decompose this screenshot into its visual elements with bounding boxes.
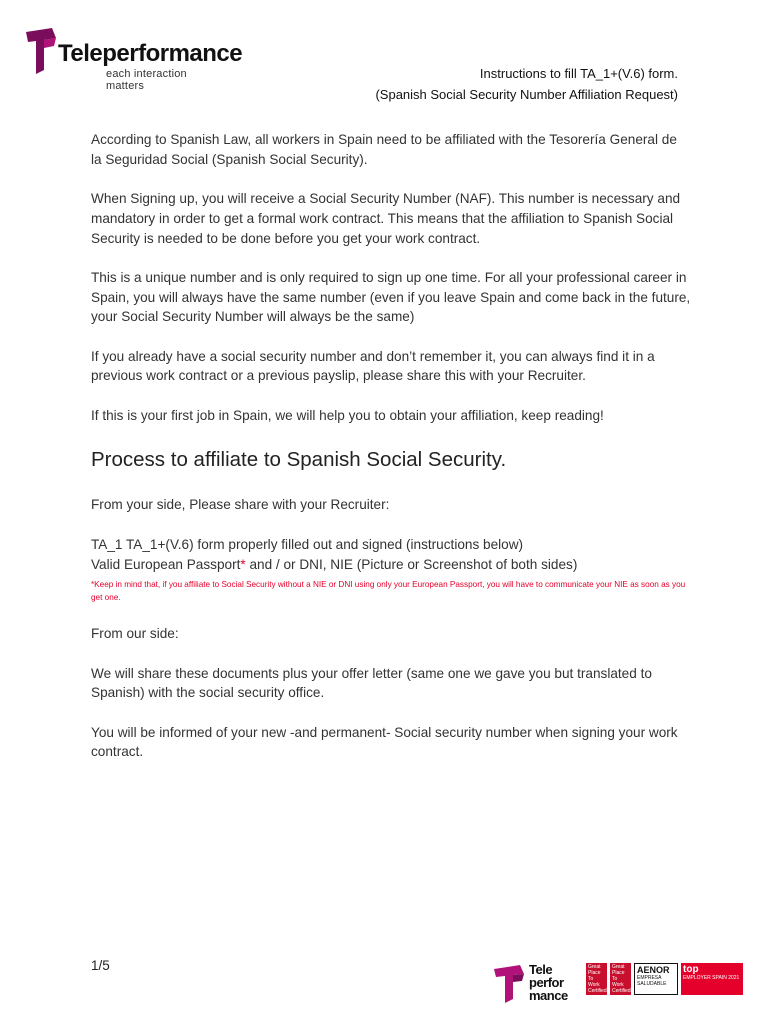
section-heading: Process to affiliate to Spanish Social Security.: [91, 448, 507, 472]
asterisk: *: [240, 556, 246, 572]
paragraph-first-job: If this is your first job in Spain, we will help you to obtain your affiliation, keep reading!: [91, 407, 604, 423]
teleperformance-logo: [24, 26, 243, 92]
aenor-badge: [634, 963, 678, 995]
title-line-2: (Spanish Social Security Number Affiliation Request): [375, 87, 678, 102]
brand-name: Teleperformance: [58, 40, 243, 67]
paragraph-signing-up: When Signing up, you will receive a Social Security Number (NAF). This number is necessary and mandatory in order to get a formal work contract. This means that the affiliation to Spanish Social Security is needed to be done before you get your work contract.: [91, 191, 681, 246]
footer-t-icon: [492, 963, 526, 1005]
paragraph-unique-number: This is a unique number and is only required to sign up one time. For all your professional career in Spain, you will always have the same number (even if you leave Spain and come back in the future, your Social Security Number will always be the same): [91, 269, 691, 325]
aenor-title: AENOR: [637, 965, 670, 975]
paragraph-law: According to Spanish Law, all workers in Spain need to be affiliated with the Tesorería General de la Seguridad Social (Spanish Social Security).: [91, 132, 677, 167]
paragraph-existing-number: If you already have a social security number and don’t remember it, you can always find it in a previous work contract or a previous payslip, please share this with your Recruiter.: [91, 348, 655, 384]
footnote: *Keep in mind that, if you affiliate to Social Security without a NIE or DNI using only your European Passport, you will have to communicate your NIE as soon as you get one.: [91, 580, 686, 603]
footer-logo: [492, 963, 577, 1005]
footer-logo-line-3: mance: [529, 988, 568, 1003]
list-item-passport: [91, 555, 691, 575]
passport-text: Valid European Passport: [91, 556, 241, 572]
paragraph-informed: You will be informed of your new -and permanent- Social security number when signing your work contract.: [91, 724, 678, 760]
teleperformance-t-icon: [24, 26, 58, 76]
paragraph-share-documents: We will share these documents plus your offer letter (same one we gave you but translated to Spanish) with the social security office.: [91, 665, 652, 701]
top-employer-title: top: [683, 964, 699, 975]
document-body: [91, 130, 691, 782]
aenor-sub: EMPRESA SALUDABLE: [637, 975, 667, 987]
dni-text: and / or DNI, NIE (Picture or Screenshot of both sides): [245, 556, 578, 572]
footer-logo-line-1: Tele: [529, 962, 553, 977]
paragraph-your-side: From your side, Please share with your Recruiter:: [91, 497, 390, 513]
title-line-1: Instructions to fill TA_1+(V.6) form.: [479, 66, 678, 81]
great-place-badge-2: Great Place To Work Certified: [612, 964, 631, 994]
page-number: 1/5: [91, 958, 110, 973]
brand-tagline: each interaction matters: [106, 68, 187, 92]
document-title: [375, 63, 678, 105]
footer-logo-text: [529, 963, 568, 1002]
paragraph-our-side: From our side:: [91, 626, 179, 642]
top-employer-sub: EMPLOYER SPAIN 2021: [683, 975, 740, 981]
footer-logo-line-2: perfor: [529, 975, 564, 990]
great-place-badge-1: Great Place To Work Certified: [588, 964, 607, 994]
top-employer-badge: [681, 963, 743, 995]
list-item-form: TA_1 TA_1+(V.6) form properly filled out and signed (instructions below): [91, 536, 524, 552]
